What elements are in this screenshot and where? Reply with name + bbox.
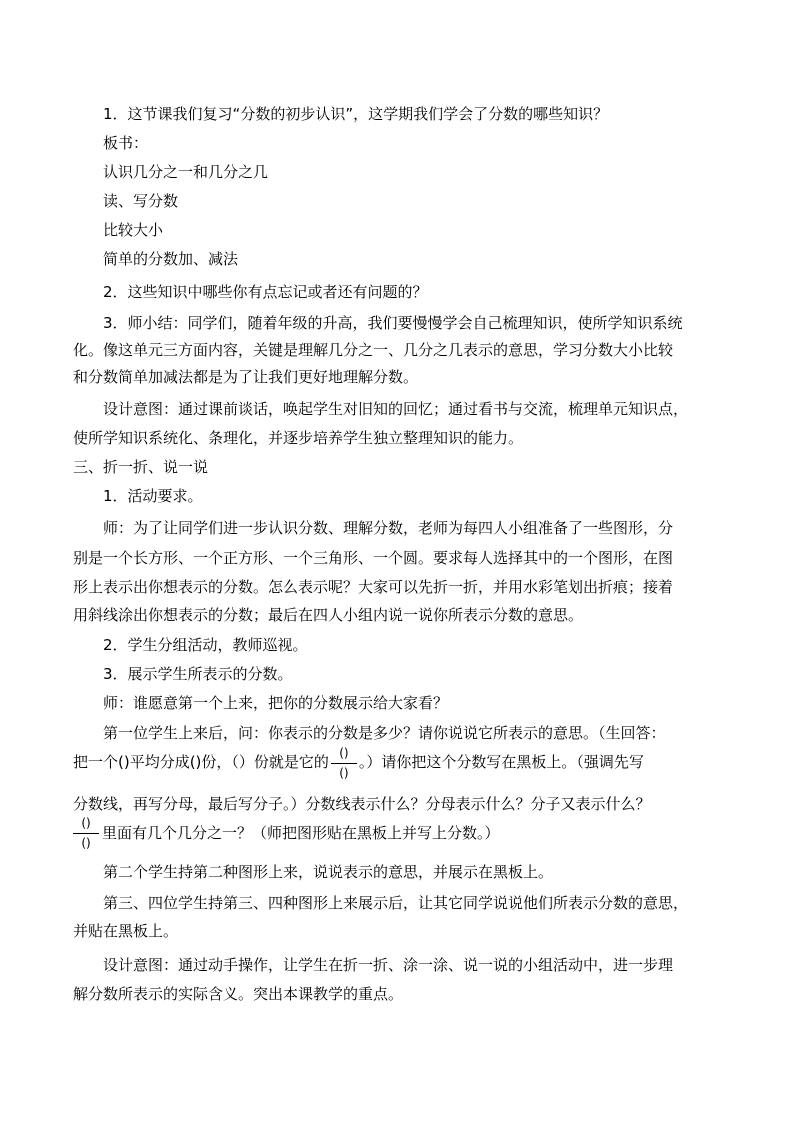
section-heading: 三、折一折、说一说 [73, 458, 209, 476]
text-line: 比较大小 [103, 221, 164, 239]
text-line: 使所学知识系统化、条理化，并逐步培养学生独立整理知识的能力。 [73, 429, 524, 447]
text-line: 3．展示学生所表示的分数。 [103, 665, 293, 683]
text-line: 认识几分之一和几分之几 [103, 163, 269, 181]
text-line: 化。像这单元三方面内容，关键是理解几分之一、几分之几表示的意思，学习分数大小比较 [73, 341, 674, 359]
text-line: 第三、四位学生持第三、四种图形上来展示后，让其它同学说说他们所表示分数的意思， [103, 894, 689, 912]
fraction [73, 814, 99, 852]
text-line: 读、写分数 [103, 192, 179, 210]
text-line: 并贴在黑板上。 [73, 922, 179, 940]
text-line: 师：谁愿意第一个上来，把你的分数展示给大家看？ [103, 694, 449, 712]
text-line: 2．这些知识中哪些你有点忘记或者还有问题的？ [103, 283, 428, 301]
text-line: 2．学生分组活动，教师巡视。 [103, 636, 308, 654]
fraction [331, 744, 357, 782]
text-line: 师：为了让同学们进一步认识分数、理解分数，老师为每四人小组准备了一些图形，分 [103, 519, 674, 537]
text-line: 别是一个长方形、一个正方形、一个三角形、一个圆。要求每人选择其中的一个图形，在图 [73, 549, 674, 567]
text-line: 和分数简单加减法都是为了让我们更好地理解分数。 [73, 368, 419, 386]
text-line: 1．活动要求。 [103, 487, 203, 505]
text-line: 第二个学生持第二种图形上来，说说表示的意思，并展示在黑板上。 [103, 863, 554, 881]
text-line: 里面有几个几分之一？（师把图形贴在黑板上并写上分数。） [102, 824, 500, 842]
text-line: 第一位学生上来后，问：你表示的分数是多少？请你说说它所表示的意思。（生回答： [103, 724, 666, 742]
text-line: 设计意图：通过动手操作，让学生在折一折、涂一涂、说一说的小组活动中，进一步理 [103, 956, 674, 974]
text-segment: 把一个()平均分成()份，（）份就是它的 [73, 753, 329, 771]
text-line: 分数线，再写分母，最后写分子。）分数线表示什么？分母表示什么？分子又表示什么？ [73, 795, 651, 813]
fraction-bar [73, 833, 99, 834]
text-line-with-fraction [73, 742, 644, 782]
fraction-denominator: () [339, 765, 349, 780]
fraction-bar [331, 763, 357, 764]
text-line: 形上表示出你想表示的分数。怎么表示呢？大家可以先折一折，并用水彩笔划出折痕；接着 [73, 578, 674, 596]
text-line: 设计意图：通过课前谈话，唤起学生对旧知的回忆；通过看书与交流，梳理单元知识点， [103, 400, 689, 418]
text-segment: 。）请你把这个分数写在黑板上。（强调先写 [358, 753, 644, 771]
text-line: 解分数所表示的实际含义。突出本课教学的重点。 [73, 985, 404, 1003]
fraction-numerator: () [339, 745, 349, 760]
text-line: 用斜线涂出你想表示的分数；最后在四人小组内说一说你所表示分数的意思。 [73, 606, 584, 624]
text-line: 简单的分数加、减法 [103, 250, 239, 268]
fraction-denominator: () [81, 836, 91, 850]
fraction-numerator: () [81, 816, 91, 830]
text-line: 板书： [103, 134, 149, 152]
text-line: 1．这节课我们复习“分数的初步认识”，这学期我们学会了分数的哪些知识？ [103, 105, 609, 123]
text-line: 3．师小结：同学们，随着年级的升高，我们要慢慢学会自己梳理知识，使所学知识系统 [103, 314, 683, 332]
